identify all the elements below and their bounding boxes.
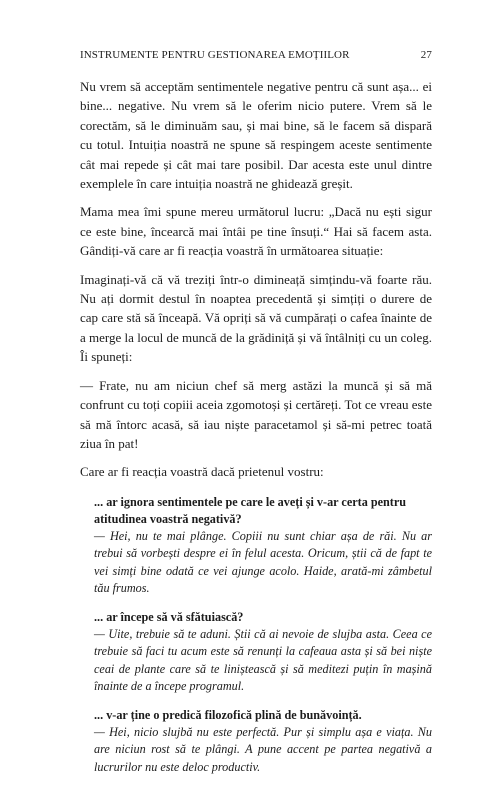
scenario-answer: — Hei, nicio slujbă nu este perfectă. Pur și simplu așa e viața. Nu are niciun rost să te plângi. A pune accent pe partea negativă a lucrurilor nu este deloc productiv. — [94, 725, 432, 774]
scenario-answer: — Hei, nu te mai plânge. Copiii nu sunt chiar așa de răi. Nu ar trebui să vorbești despre ei în felul acesta. Oricum, știi că de fapt te vei simți bine odată ce vei ajunge acolo. Haide, arată-mi zâmbetul tău frumos. — [94, 529, 432, 595]
paragraph: Nu vrem să acceptăm sentimentele negative pentru că sunt așa... ei bine... negative. Nu vrem să le oferim nicio putere. Vrem să le corectăm, să le diminuăm sau, și mai bine, să le facem să dispară cu totul. Intuiția noastră ne spune să respingem aceste sentimente cât mai repede și cât mai tare posibil. Dar acesta este unul dintre exemplele în care intuiția noastră ne ghidează greșit. — [80, 79, 432, 192]
scenario-question: ... v-ar ține o predică filozofică plină de bunăvoință. — [94, 707, 362, 722]
scenario-question: ... ar ignora sentimentele pe care le aveți și v-ar certa pentru atitudinea voastră negativă? — [94, 494, 407, 526]
paragraph: Mama mea îmi spune mereu următorul lucru: „Dacă nu ești sigur ce este bine, încearcă mai întâi pe tine însuți.“ Hai să facem asta. Gândiți-vă care ar fi reacția voastră în următoarea situație: — [80, 204, 432, 259]
scenario-item — [94, 707, 432, 776]
scenario-item — [94, 609, 432, 695]
paragraph: Imaginați-vă că vă treziți într-o dimineață simțindu-vă foarte rău. Nu ați dormit destul în noaptea precedentă și simțiți o durere de cap care stă să înceapă. Vă opriți să vă cumpărați o cafea înainte de a merge la locul de muncă de la grădiniță și vă întâlniți cu un coleg. Îi spuneți: — [80, 271, 432, 365]
chapter-title: INSTRUMENTE PENTRU GESTIONAREA EMOȚIILOR — [80, 49, 350, 61]
scenario-question: ... ar începe să vă sfătuiască? — [94, 609, 244, 624]
page-number: 27 — [420, 49, 432, 61]
page-body — [80, 77, 432, 788]
scenario-answer: — Uite, trebuie să te aduni. Știi că ai nevoie de slujba asta. Ceea ce trebuie să faci tu acum este să renunți la cafeaua asta și să bei niște ceai de plante care să te liniștească și să meditezi puțin în mașină înainte de a începe programul. — [94, 627, 432, 693]
scenario-item — [94, 494, 432, 597]
dialogue-paragraph: — Frate, nu am niciun chef să merg astăzi la muncă și să mă confrunt cu toți copiii aceia zgomotoși și certăreți. Tot ce vreau este să mă întorc acasă, să iau niște paracetamol și să-mi petrec toată ziua în pat! — [80, 377, 432, 451]
paragraph: Care ar fi reacția voastră dacă prietenul vostru: — [80, 464, 324, 480]
